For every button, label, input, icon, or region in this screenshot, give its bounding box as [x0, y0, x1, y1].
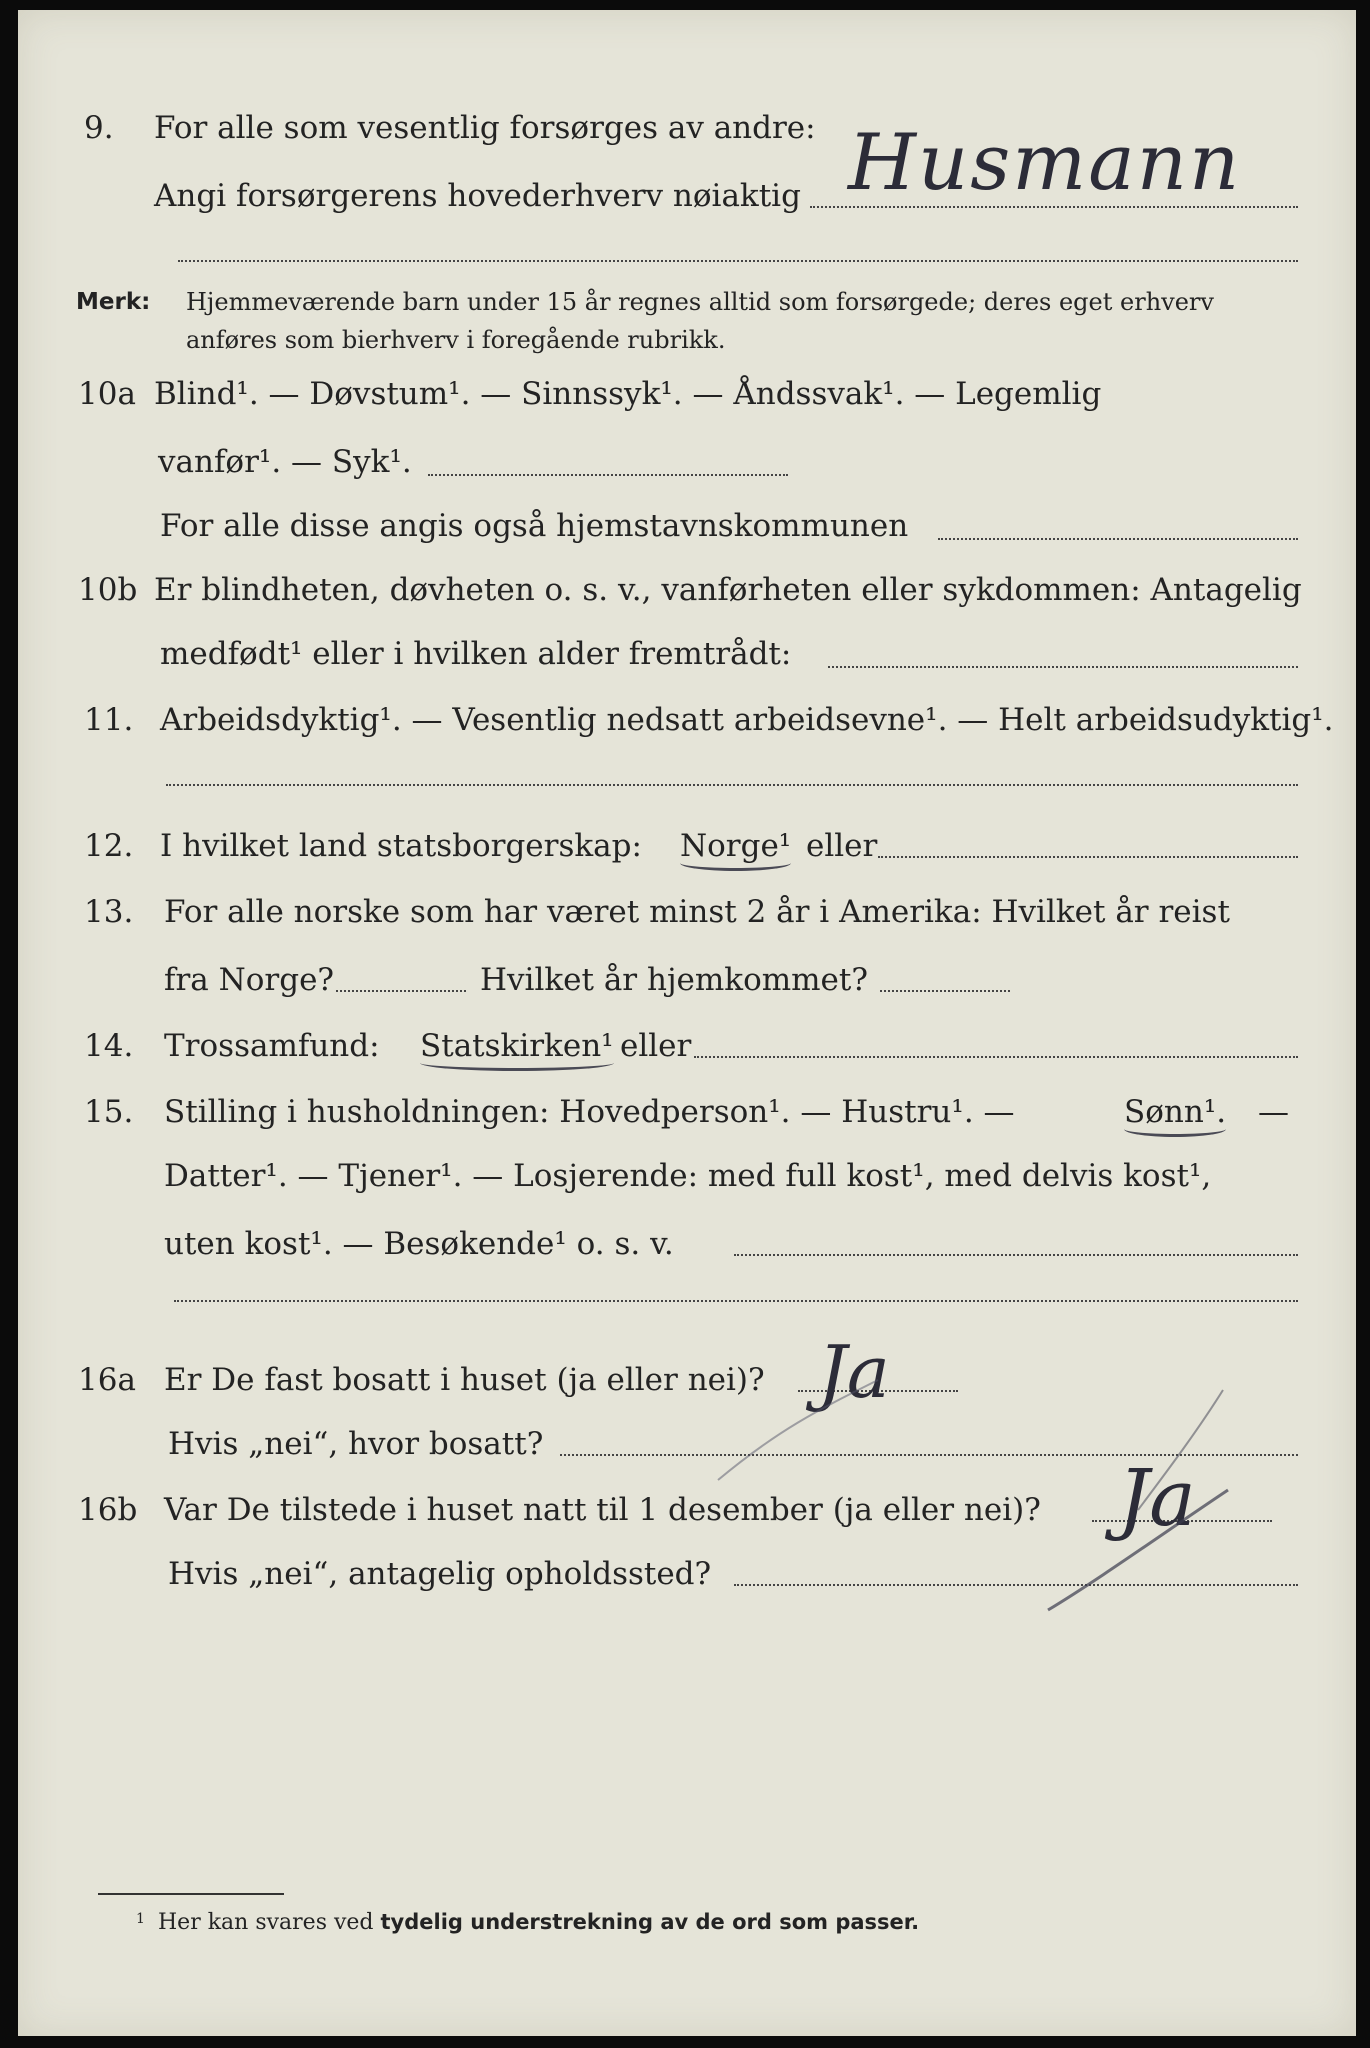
- footnote-text-bold: tydelig understrekning av de ord som passer.: [380, 1910, 920, 1934]
- q10b-text-line1: Er blindheten, døvheten o. s. v., vanførheten eller sykdommen: Antagelig: [154, 572, 1302, 608]
- q12-text-pre: I hvilket land statsborgerskap:: [160, 828, 642, 864]
- q12-text-post: eller: [806, 828, 878, 864]
- q15-text-line1-pre: Stilling i husholdningen: Hovedperson¹. — Hustru¹. —: [164, 1094, 1015, 1130]
- q10b-number: 10b: [78, 572, 138, 608]
- q13-number: 13.: [84, 894, 134, 930]
- footnote: [148, 1908, 919, 1937]
- q16a-text-line1: Er De fast bosatt i huset (ja eller nei)?: [164, 1362, 765, 1398]
- q10a-text-line2: vanfør¹. — Syk¹.: [158, 444, 412, 480]
- q13-text-line1: For alle norske som har været minst 2 år i Amerika: Hvilket år reist: [164, 894, 1230, 930]
- q9-number: 9.: [84, 110, 114, 146]
- q10a-text-line3: For alle disse angis også hjemstavnskommunen: [160, 508, 909, 544]
- pen-strokes-drawing: [18, 10, 1356, 2036]
- q15-text-line3: uten kost¹. — Besøkende¹ o. s. v.: [164, 1226, 674, 1262]
- q14-text-post: eller: [620, 1028, 692, 1064]
- q11-text-line1: Arbeidsdyktig¹. — Vesentlig nedsatt arbeidsevne¹. — Helt arbeidsudyktig¹.: [160, 702, 1334, 738]
- footnote-mark: 1: [136, 1911, 145, 1927]
- merk-label: Merk:: [76, 289, 151, 315]
- q16a-text-line2: Hvis „nei“, hvor bosatt?: [168, 1426, 544, 1462]
- q9-handwritten-answer: Husmann: [848, 118, 1242, 208]
- q13-text-line2a: fra Norge?: [164, 962, 335, 998]
- q16a-number: 16a: [78, 1362, 136, 1398]
- q13-text-line2b: Hvilket år hjemkommet?: [480, 962, 868, 998]
- merk-text-line2: anføres som bierhverv i foregående rubrikk.: [186, 326, 726, 354]
- q9-text-line2: Angi forsørgerens hovederhverv nøiaktig: [154, 178, 801, 214]
- q9-text-line1: For alle som vesentlig forsørges av andre:: [154, 110, 816, 146]
- census-form-page: [18, 10, 1356, 2036]
- q12-underlined-norge: Norge¹: [680, 826, 791, 871]
- q10a-number: 10a: [78, 376, 136, 412]
- merk-text-line1: Hjemmeværende barn under 15 år regnes alltid som forsørgede; deres eget erhverv: [186, 288, 1214, 316]
- q16b-handwritten-answer: Ja: [1118, 1454, 1196, 1544]
- q16a-handwritten-answer: Ja: [818, 1330, 890, 1414]
- q14-number: 14.: [84, 1028, 134, 1064]
- q16b-text-line2: Hvis „nei“, antagelig opholdssted?: [168, 1556, 712, 1592]
- footnote-rule: [98, 1893, 284, 1895]
- q16b-text-line1: Var De tilstede i huset natt til 1 desember (ja eller nei)?: [164, 1492, 1041, 1528]
- q14-text-pre: Trossamfund:: [164, 1028, 380, 1064]
- q14-underlined-statskirken: Statskirken¹: [420, 1026, 614, 1071]
- q10b-text-line2: medfødt¹ eller i hvilken alder fremtrådt:: [160, 636, 792, 672]
- q16b-number: 16b: [78, 1492, 138, 1528]
- q15-underlined-sonn: Sønn¹.: [1124, 1092, 1226, 1137]
- q10a-text-line1: Blind¹. — Døvstum¹. — Sinnssyk¹. — Åndssvak¹. — Legemlig: [154, 376, 1102, 412]
- footnote-text-plain: Her kan svares ved: [158, 1910, 374, 1935]
- q15-number: 15.: [84, 1094, 134, 1130]
- q15-text-line2: Datter¹. — Tjener¹. — Losjerende: med full kost¹, med delvis kost¹,: [164, 1158, 1212, 1194]
- q12-number: 12.: [84, 828, 134, 864]
- q15-text-line1-post: —: [1258, 1094, 1289, 1130]
- q11-number: 11.: [84, 702, 134, 738]
